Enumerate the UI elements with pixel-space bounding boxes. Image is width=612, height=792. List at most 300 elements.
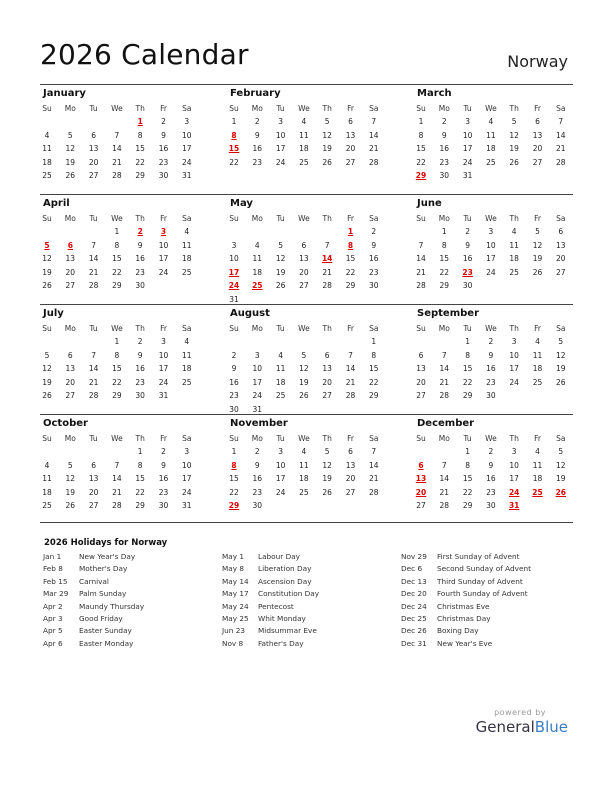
weekday-header: Tu: [463, 214, 472, 223]
calendar-date: 27: [532, 157, 543, 167]
weekday-header: Su: [42, 104, 52, 113]
month-name: September: [417, 308, 479, 319]
calendar-date: 6: [558, 227, 564, 236]
holiday-name: Palm Sunday: [79, 589, 127, 599]
calendar-date: 9: [161, 460, 166, 470]
calendar-date: 9: [231, 364, 237, 374]
calendar-date: 1: [371, 337, 377, 346]
calendar-date: 10: [275, 460, 286, 470]
calendar-date: 29: [462, 501, 473, 511]
holiday-name: Third Sunday of Advent: [437, 576, 523, 586]
month-name: December: [417, 418, 475, 429]
calendar-date: 20: [556, 254, 566, 264]
holiday-date-label: Dec 13: [401, 576, 427, 586]
calendar-date: 7: [324, 240, 330, 250]
calendar-date: 27: [416, 501, 426, 511]
calendar-date: 23: [158, 487, 169, 497]
holiday-date-label: May 25: [222, 613, 249, 623]
calendar-date: 20: [345, 144, 356, 154]
calendar-date: 3: [488, 227, 494, 236]
weekday-header: Sa: [182, 104, 192, 113]
weekday-header: Su: [416, 324, 426, 333]
calendar-date: 30: [486, 501, 496, 511]
calendar-date: 23: [369, 267, 379, 277]
calendar-date: 14: [345, 364, 356, 374]
holiday-date-label: Dec 24: [401, 601, 427, 611]
weekday-header: We: [485, 324, 497, 333]
holiday-date-label: May 24: [222, 601, 249, 611]
holiday-item: [222, 602, 402, 614]
calendar-date: 31: [229, 295, 239, 304]
calendar-date: 2: [488, 337, 494, 346]
calendar-date: 30: [229, 405, 239, 414]
calendar-date: 16: [229, 377, 239, 387]
holiday-item: [43, 552, 223, 564]
calendar-date: 2: [371, 227, 377, 236]
calendar-date: 16: [369, 254, 379, 264]
calendar-date: 18: [182, 364, 192, 374]
calendar-date: 19: [556, 364, 566, 374]
calendar-date: 24: [462, 157, 473, 167]
calendar-date: 29: [439, 281, 450, 291]
holiday-name: Constitution Day: [258, 589, 320, 599]
calendar-date: 30: [158, 171, 169, 181]
calendar-date: 29: [345, 281, 356, 291]
holiday-item: [401, 614, 581, 626]
calendar-date: 4: [511, 227, 517, 236]
holiday-date: 13: [415, 474, 427, 484]
calendar-date: 3: [184, 117, 190, 126]
calendar-date: 21: [369, 474, 379, 484]
weekday-header: Mo: [64, 434, 76, 443]
calendar-date: 20: [532, 144, 543, 154]
weekday-header: We: [298, 104, 310, 113]
calendar-date: 18: [299, 474, 309, 484]
weekday-header: We: [485, 214, 497, 223]
calendar-date: 9: [137, 350, 143, 360]
calendar-date: 3: [184, 447, 190, 456]
calendar-date: 9: [371, 240, 377, 250]
month-name: February: [230, 88, 281, 99]
weekday-header: Su: [416, 434, 426, 443]
calendar-date: 2: [161, 117, 166, 126]
calendar-date: 1: [114, 227, 120, 236]
calendar-date: 25: [532, 377, 543, 387]
calendar-date: 15: [135, 144, 145, 154]
calendar-date: 16: [252, 144, 263, 154]
calendar-date: 31: [462, 171, 473, 181]
holiday-date: 8: [231, 130, 237, 140]
calendar-date: 7: [114, 460, 120, 470]
calendar-date: 7: [441, 460, 447, 470]
calendar-date: 20: [88, 487, 99, 497]
calendar-date: 9: [137, 240, 143, 250]
calendar-date: 21: [112, 487, 122, 497]
calendar-date: 8: [114, 350, 120, 360]
calendar-date: 27: [88, 501, 99, 511]
calendar-date: 3: [278, 117, 283, 126]
weekday-header: Su: [229, 104, 239, 113]
calendar-date: 28: [416, 281, 426, 291]
calendar-date: 17: [275, 144, 286, 154]
month-august: [227, 304, 387, 412]
holiday-date: 29: [415, 171, 427, 181]
holiday-date: 15: [228, 144, 240, 154]
calendar-date: 28: [112, 501, 122, 511]
calendar-date: 6: [535, 117, 540, 126]
calendar-date: 13: [65, 364, 76, 374]
calendar-date: 4: [184, 337, 190, 346]
calendar-date: 11: [509, 240, 519, 250]
calendar-date: 5: [278, 240, 283, 250]
calendar-date: 16: [439, 144, 450, 154]
calendar-date: 10: [486, 240, 496, 250]
holiday-item: [43, 602, 223, 614]
weekday-header: Sa: [556, 434, 566, 443]
calendar-date: 22: [135, 487, 145, 497]
calendar-date: 21: [345, 377, 356, 387]
calendar-date: 12: [556, 460, 566, 470]
calendar-date: 26: [42, 281, 52, 291]
calendar-date: 24: [158, 377, 169, 387]
weekday-header: Sa: [369, 324, 379, 333]
calendar-date: 26: [42, 391, 52, 401]
weekday-header: Mo: [438, 214, 450, 223]
calendar-date: 25: [299, 157, 309, 167]
weekday-header: Su: [229, 324, 239, 333]
calendar-date: 2: [465, 227, 470, 236]
calendar-date: 16: [135, 364, 145, 374]
calendar-date: 26: [65, 501, 76, 511]
calendar-date: 3: [231, 240, 237, 250]
weekday-header: Tu: [463, 104, 472, 113]
weekday-header: Tu: [89, 104, 98, 113]
weekday-header: We: [298, 214, 310, 223]
holiday-date: 29: [228, 501, 240, 511]
calendar-date: 6: [324, 350, 330, 360]
brand-name: [476, 718, 568, 736]
calendar-date: 18: [275, 377, 286, 387]
holiday-date-label: Feb 8: [43, 564, 63, 574]
calendar-date: 26: [509, 157, 519, 167]
holiday-date: 26: [555, 487, 567, 497]
calendar-date: 30: [369, 281, 379, 291]
calendar-date: 21: [322, 267, 332, 277]
calendar-date: 12: [509, 130, 519, 140]
holiday-column: [401, 552, 581, 651]
calendar-date: 28: [439, 391, 450, 401]
calendar-date: 17: [252, 377, 263, 387]
calendar-date: 25: [42, 171, 52, 181]
holiday-date-label: Dec 20: [401, 589, 427, 599]
holiday-item: [401, 552, 581, 564]
calendar-date: 24: [158, 267, 169, 277]
holiday-item: [222, 564, 402, 576]
calendar-date: 10: [275, 130, 286, 140]
calendar-date: 24: [252, 391, 263, 401]
calendar-date: 1: [441, 227, 447, 236]
weekday-header: Tu: [276, 214, 285, 223]
calendar-date: 10: [229, 254, 239, 264]
holiday-date: 24: [508, 487, 520, 497]
calendar-date: 10: [252, 364, 263, 374]
calendar-date: 18: [486, 144, 496, 154]
calendar-date: 8: [465, 350, 470, 360]
calendar-date: 1: [114, 337, 120, 346]
calendar-date: 24: [275, 157, 286, 167]
calendar-date: 25: [509, 267, 519, 277]
calendar-date: 24: [182, 487, 192, 497]
calendar-date: 4: [44, 460, 50, 470]
calendar-date: 15: [112, 254, 122, 264]
calendar-date: 14: [88, 364, 99, 374]
calendar-date: 18: [532, 364, 543, 374]
calendar-date: 22: [439, 267, 450, 277]
calendar-date: 27: [299, 281, 309, 291]
calendar-date: 11: [299, 130, 309, 140]
weekday-header: Sa: [556, 324, 566, 333]
holiday-item: [222, 614, 402, 626]
holiday-date: 6: [418, 460, 424, 470]
month-october: [40, 414, 200, 522]
calendar-date: 23: [158, 157, 169, 167]
calendar-date: 9: [254, 130, 260, 140]
holiday-date-label: Dec 26: [401, 626, 427, 636]
calendar-date: 30: [135, 281, 145, 291]
month-name: June: [417, 198, 442, 209]
calendar-date: 1: [231, 447, 237, 456]
calendar-date: 13: [532, 130, 543, 140]
calendar-date: 19: [322, 144, 332, 154]
holiday-date-label: Feb 15: [43, 576, 68, 586]
holiday-item: [43, 577, 223, 589]
calendar-date: 25: [42, 501, 52, 511]
holiday-date-label: Nov 29: [401, 552, 427, 561]
powered-by-text: powered by: [494, 708, 546, 717]
calendar-date: 28: [345, 391, 356, 401]
calendar-date: 12: [532, 240, 543, 250]
holiday-name: First Sunday of Advent: [437, 552, 520, 561]
calendar-date: 7: [91, 240, 96, 250]
weekday-header: Th: [322, 324, 332, 333]
calendar-date: 5: [511, 117, 517, 126]
calendar-date: 19: [65, 487, 76, 497]
weekday-header: We: [298, 324, 310, 333]
calendar-date: 7: [371, 117, 377, 126]
calendar-date: 21: [416, 267, 426, 277]
holiday-date: 1: [137, 117, 143, 126]
weekday-header: We: [111, 324, 123, 333]
calendar-date: 4: [488, 117, 494, 126]
calendar-date: 8: [137, 460, 143, 470]
calendar-date: 25: [486, 157, 496, 167]
calendar-date: 15: [462, 364, 473, 374]
calendar-date: 5: [67, 130, 73, 140]
weekday-header: Su: [229, 434, 239, 443]
holiday-name: Liberation Day: [258, 564, 312, 574]
calendar-date: 30: [135, 391, 145, 401]
holiday-date: 3: [160, 227, 167, 236]
calendar-date: 5: [324, 117, 330, 126]
calendar-date: 10: [182, 460, 192, 470]
calendar-date: 10: [158, 240, 169, 250]
weekday-header: Th: [322, 434, 332, 443]
holiday-name: Labour Day: [258, 552, 300, 561]
weekday-header: Fr: [347, 324, 354, 333]
calendar-date: 13: [416, 364, 426, 374]
calendar-date: 13: [88, 474, 99, 484]
calendar-date: 15: [416, 144, 426, 154]
holiday-date: 8: [347, 240, 354, 250]
calendar-date: 23: [135, 377, 145, 387]
calendar-date: 13: [322, 364, 332, 374]
calendar-date: 17: [158, 364, 169, 374]
calendar-date: 30: [439, 171, 450, 181]
calendar-date: 1: [465, 447, 470, 456]
calendar-date: 18: [252, 267, 263, 277]
calendar-date: 16: [135, 254, 145, 264]
holiday-name: Good Friday: [79, 613, 123, 623]
weekday-header: We: [485, 104, 497, 113]
holiday-date: 1: [347, 227, 354, 236]
calendar-date: 4: [278, 350, 283, 360]
calendar-date: 21: [556, 144, 566, 154]
calendar-date: 22: [462, 487, 473, 497]
holiday-date: 25: [532, 487, 543, 497]
calendar-date: 19: [556, 474, 566, 484]
calendar-date: 3: [254, 350, 260, 360]
calendar-date: 18: [509, 254, 519, 264]
calendar-date: 2: [231, 350, 237, 360]
month-june: [414, 194, 574, 302]
weekday-header: Fr: [347, 104, 354, 113]
holiday-name: Easter Monday: [79, 638, 134, 648]
calendar-date: 11: [532, 350, 543, 360]
calendar-date: 17: [486, 254, 496, 264]
calendar-date: 17: [182, 144, 192, 154]
calendar-date: 27: [556, 267, 566, 277]
calendar-date: 23: [439, 157, 450, 167]
weekday-header: We: [111, 104, 123, 113]
calendar-date: 16: [486, 364, 496, 374]
weekday-header: Fr: [534, 214, 541, 223]
calendar-date: 19: [509, 144, 519, 154]
holiday-date: 23: [462, 267, 473, 277]
month-february: [227, 84, 387, 192]
weekday-header: We: [111, 434, 123, 443]
holiday-item: [222, 639, 402, 651]
holiday-date: 14: [321, 254, 333, 264]
calendar-date: 20: [416, 377, 426, 387]
weekday-header: Mo: [64, 214, 76, 223]
calendar-date: 9: [441, 130, 447, 140]
calendar-date: 2: [161, 447, 166, 456]
calendar-date: 17: [275, 474, 286, 484]
holiday-date-label: Dec 6: [401, 564, 423, 574]
calendar-date: 8: [371, 350, 377, 360]
calendar-date: 13: [345, 460, 356, 470]
calendar-date: 22: [369, 377, 379, 387]
calendar-date: 14: [369, 130, 379, 140]
calendar-date: 12: [556, 350, 566, 360]
calendar-date: 28: [88, 391, 99, 401]
calendar-date: 22: [345, 267, 356, 277]
calendar-date: 14: [88, 254, 99, 264]
calendar-date: 31: [158, 391, 169, 401]
calendar-date: 11: [299, 460, 309, 470]
brand-name-part1: General: [475, 718, 535, 736]
calendar-date: 7: [558, 117, 564, 126]
calendar-date: 5: [535, 227, 540, 236]
calendar-date: 11: [275, 364, 286, 374]
calendar-date: 5: [67, 460, 73, 470]
calendar-date: 23: [486, 487, 496, 497]
holiday-date-label: Dec 31: [401, 638, 427, 648]
calendar-date: 12: [42, 364, 52, 374]
holidays-title: 2026 Holidays for Norway: [44, 538, 168, 548]
holiday-date-label: Apr 3: [43, 613, 63, 623]
calendar-date: 11: [252, 254, 263, 264]
calendar-date: 9: [254, 460, 260, 470]
calendar-date: 20: [322, 377, 332, 387]
calendar-date: 23: [135, 267, 145, 277]
month-april: [40, 194, 200, 302]
calendar-date: 28: [439, 501, 450, 511]
calendar-date: 20: [88, 157, 99, 167]
weekday-header: Fr: [534, 434, 541, 443]
calendar-date: 9: [488, 460, 494, 470]
weekday-header: Su: [42, 434, 52, 443]
weekday-header: Fr: [347, 214, 354, 223]
weekday-header: Mo: [251, 104, 263, 113]
holiday-name: Midsummar Eve: [258, 626, 317, 636]
calendar-date: 22: [462, 377, 473, 387]
calendar-date: 27: [322, 391, 332, 401]
calendar-date: 3: [511, 337, 517, 346]
calendar-date: 31: [182, 171, 192, 181]
calendar-date: 28: [112, 171, 122, 181]
calendar-date: 12: [275, 254, 286, 264]
holiday-name: New Year's Day: [79, 552, 136, 561]
calendar-date: 19: [42, 377, 52, 387]
calendar-date: 10: [509, 460, 519, 470]
calendar-date: 27: [65, 391, 76, 401]
calendar-date: 16: [158, 144, 169, 154]
calendar-date: 15: [369, 364, 379, 374]
calendar-date: 20: [65, 267, 76, 277]
calendar-date: 30: [158, 501, 169, 511]
month-name: November: [230, 418, 288, 429]
calendar-date: 27: [88, 171, 99, 181]
holiday-date-label: Mar 29: [43, 589, 69, 599]
calendar-date: 31: [252, 405, 263, 414]
weekday-header: Fr: [534, 104, 541, 113]
holiday-date: 24: [228, 281, 240, 291]
calendar-date: 1: [465, 337, 470, 346]
calendar-date: 29: [112, 281, 122, 291]
holiday-date: 8: [231, 460, 237, 470]
calendar-date: 17: [158, 254, 169, 264]
calendar-date: 2: [254, 447, 260, 456]
holiday-date-label: Apr 2: [43, 601, 63, 611]
calendar-date: 17: [462, 144, 473, 154]
calendar-date: 5: [301, 350, 307, 360]
calendar-date: 6: [91, 130, 96, 140]
calendar-date: 19: [532, 254, 543, 264]
holiday-item: [222, 552, 402, 564]
calendar-date: 27: [65, 281, 76, 291]
calendar-date: 25: [182, 377, 192, 387]
